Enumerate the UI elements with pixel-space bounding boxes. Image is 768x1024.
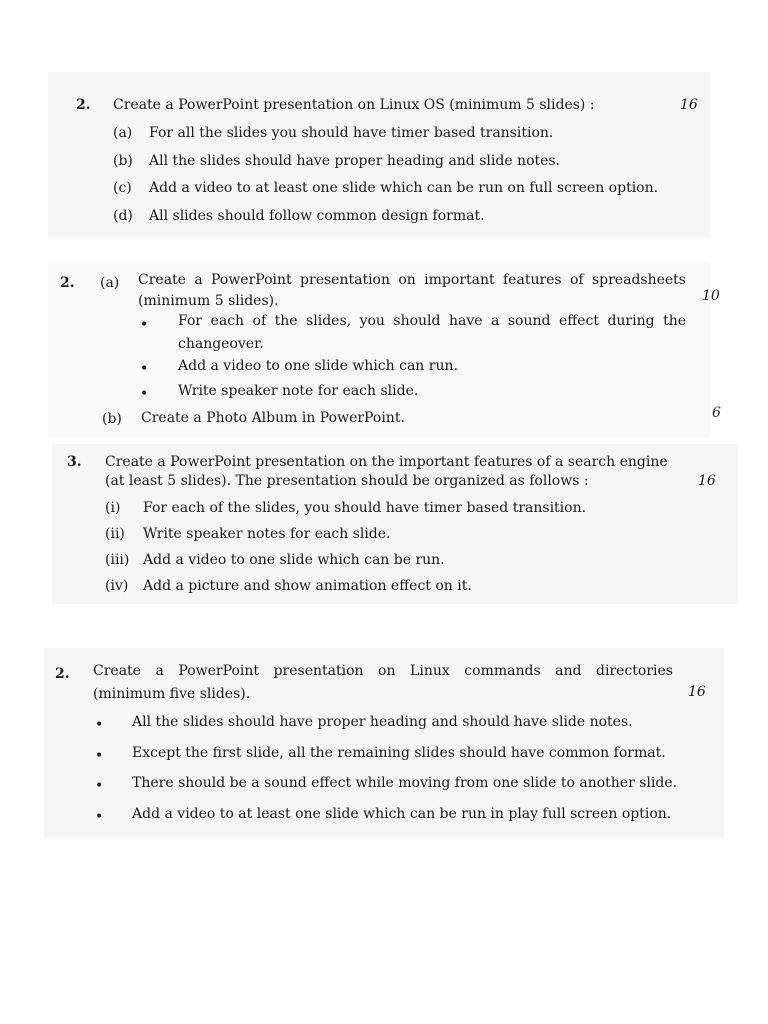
bullet-text: Add a video to one slide which can run.	[178, 358, 458, 374]
bullet-text: For each of the slides, you should have a sound effect during the	[178, 313, 686, 329]
item-text: Add a picture and show animation effect on it.	[143, 578, 472, 594]
question-number: 2.	[60, 275, 75, 291]
item-label: (a)	[113, 125, 133, 141]
marks: 16	[698, 473, 716, 489]
item-label: (ii)	[105, 526, 125, 542]
item-label: (iii)	[105, 552, 130, 568]
part-label: (a)	[100, 275, 120, 291]
bullet-icon: •	[140, 386, 149, 402]
item-text: For all the slides you should have timer based transition.	[149, 125, 554, 141]
item-label: (iv)	[105, 578, 129, 594]
question-text: (minimum 5 slides).	[138, 293, 279, 309]
bullet-text: Except the first slide, all the remaining slides should have common format.	[132, 745, 666, 761]
question-text: (minimum five slides).	[93, 686, 251, 702]
item-label: (b)	[113, 153, 133, 169]
bullet-icon: •	[95, 748, 104, 764]
question-text: Create a PowerPoint presentation on Linux commands and directories	[93, 663, 673, 679]
question-text: Create a PowerPoint presentation on the important features of a search engine	[105, 454, 668, 470]
part-label: (b)	[102, 411, 122, 427]
bullet-text: Write speaker note for each slide.	[178, 383, 419, 399]
question-number: 2.	[76, 97, 91, 113]
marks: 10	[702, 288, 720, 304]
item-text: Add a video to one slide which can be run.	[143, 552, 445, 568]
question-number: 2.	[55, 666, 70, 682]
item-label: (i)	[105, 500, 121, 516]
question-text: Create a Photo Album in PowerPoint.	[141, 410, 405, 426]
marks: 16	[680, 97, 698, 113]
bullet-text: Add a video to at least one slide which can be run in play full screen option.	[132, 806, 672, 822]
question-text: Create a PowerPoint presentation on Linux OS (minimum 5 slides) :	[113, 97, 595, 113]
item-text: All slides should follow common design format.	[149, 208, 485, 224]
bullet-icon: •	[95, 717, 104, 733]
bullet-icon: •	[140, 317, 149, 333]
item-label: (d)	[113, 208, 133, 224]
question-text: Create a PowerPoint presentation on important features of spreadsheets	[138, 272, 686, 288]
item-text: Add a video to at least one slide which can be run on full screen option.	[149, 180, 659, 196]
marks: 6	[712, 405, 721, 421]
item-text: Write speaker notes for each slide.	[143, 526, 391, 542]
bullet-text: There should be a sound effect while moving from one slide to another slide.	[132, 775, 678, 791]
bullet-icon: •	[95, 778, 104, 794]
item-label: (c)	[113, 180, 132, 196]
question-text: (at least 5 slides). The presentation should be organized as follows :	[105, 473, 589, 489]
bullet-icon: •	[95, 809, 104, 825]
bullet-text: All the slides should have proper heading and should have slide notes.	[132, 714, 633, 730]
bullet-icon: •	[140, 361, 149, 377]
marks: 16	[688, 684, 706, 700]
item-text: For each of the slides, you should have timer based transition.	[143, 500, 587, 516]
item-text: All the slides should have proper heading and slide notes.	[149, 153, 561, 169]
bullet-text: changeover.	[178, 336, 264, 352]
question-number: 3.	[67, 454, 82, 470]
